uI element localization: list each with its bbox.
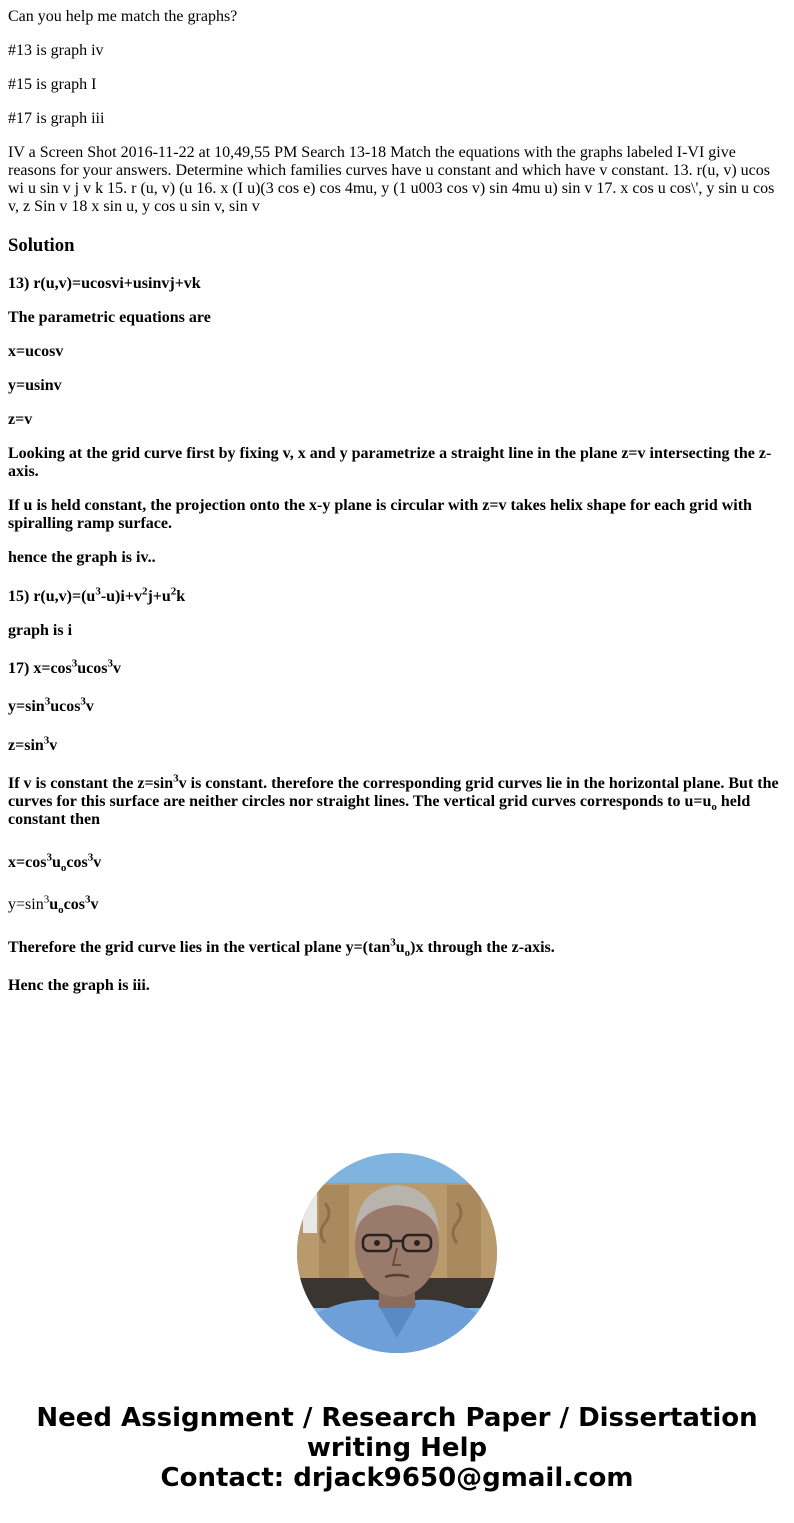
eq-17-y0: $y=\sin^3u_o\cos^3v$	[8, 893, 99, 917]
eq-17-x: 17) $x=\cos^3ucos^3v$	[8, 657, 122, 677]
author-avatar	[297, 1153, 497, 1353]
promo-line-1: Need Assignment / Research Paper / Dissertation	[36, 1403, 758, 1433]
eq-13-z: z=v	[8, 411, 33, 428]
conclusion-17: Henc the graph is iii.	[8, 977, 150, 994]
eq-17-x0: $x=\cos^3u_o\cos^3v$	[8, 851, 102, 875]
answer-13: #13 is graph iv	[8, 42, 104, 59]
eq-13: 13) r(u,v)=ucosvi+usinvj+vk	[8, 275, 201, 292]
eq-13-x: x=ucosv	[8, 343, 64, 360]
answer-15: #15 is graph I	[8, 76, 97, 93]
para-13-fix-v: Looking at the grid curve first by fixing v, x and y parametrize a straight line in the plane z=v intersecting the z-axis.	[8, 445, 772, 480]
parametric-intro: The parametric equations are	[8, 309, 211, 326]
para-13-fix-u: If u is held constant, the projection onto the x-y plane is circular with z=v takes helix shape for each grid with spiralling ramp surface.	[8, 497, 752, 532]
para-17-explanation: If v is constant the $z=\sin^3v$ is constant. therefore the corresponding grid curves lie in the horizontal plane. But the curves for this surface are neither circles nor straight lines. The vertical grid curves corresponds to $u=u_o$ held constant then	[8, 772, 779, 828]
promo-banner	[0, 1403, 794, 1493]
eq-17-y: $y=\sin^3ucos^3v$	[8, 695, 94, 715]
question-ocr-text: IV a Screen Shot 2016-11-22 at 10,49,55 PM Search 13-18 Match the equations with the graphs labeled I-VI give reasons for your answers. Determine which families curves have u constant and which have v constant. 13. r(u, v) ucos wi u sin v j v k 15. r (u, v) (u 16. x (I u)(3 cos e) cos 4mu, y (1 u003 cos v) sin 4mu u) sin v 17. x cos u cos\', y sin u cos v, z Sin v 18 x sin u, y cos u sin v, sin v	[8, 144, 775, 215]
promo-line-2: writing Help	[306, 1433, 488, 1463]
conclusion-13: hence the graph is iv..	[8, 549, 156, 566]
solution-heading: Solution	[8, 235, 75, 256]
plane-statement: Therefore the grid curve lies in the vertical plane $y=(\tan^3u_o)x$ through the z-axis.	[8, 936, 555, 960]
question-title: Can you help me match the graphs?	[8, 8, 238, 25]
person-photo-icon	[297, 1153, 497, 1353]
eq-17-z: $z=\sin^3v$	[8, 734, 58, 754]
promo-contact: Contact: drjack9650@gmail.com	[160, 1463, 634, 1493]
eq-13-y: y=usinv	[8, 377, 62, 394]
answer-17: #17 is graph iii	[8, 110, 105, 127]
conclusion-15: graph is i	[8, 622, 73, 639]
eq-15: 15) $r(u,v)=(u^3-u)i+v^2j+u^2k$	[8, 585, 186, 605]
